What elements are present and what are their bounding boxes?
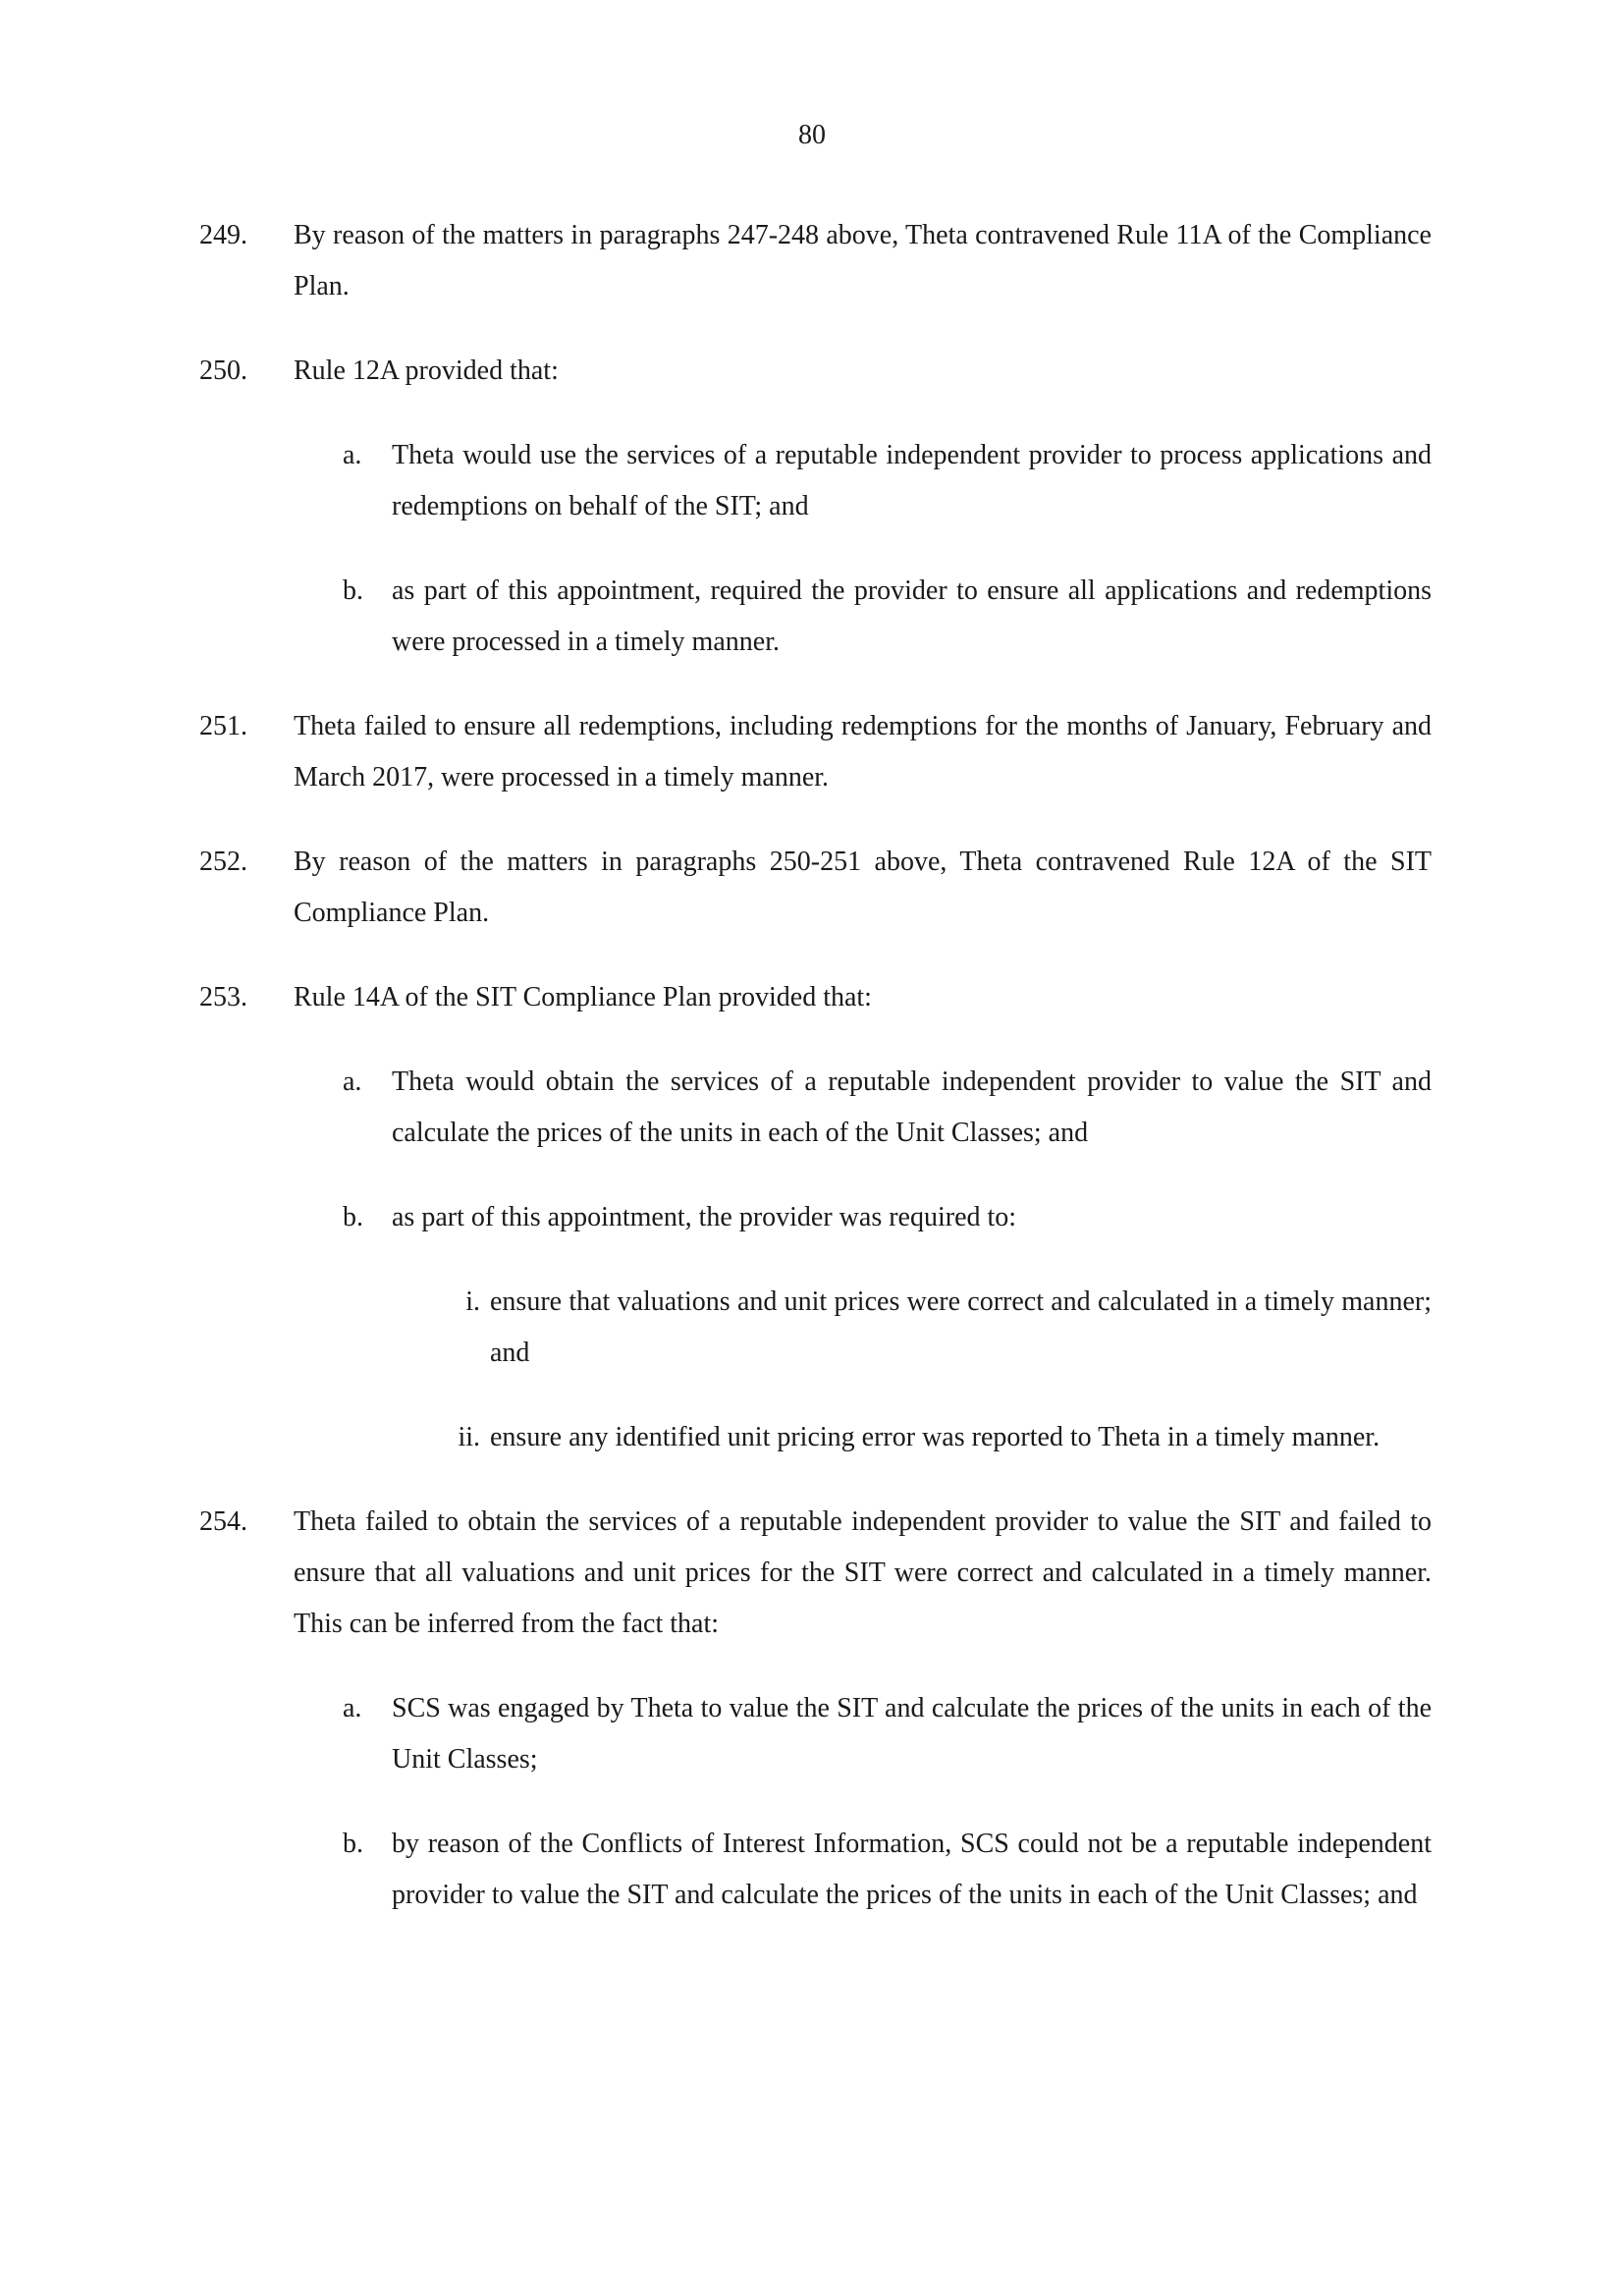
paragraph-252 (199, 837, 1432, 939)
subparagraph-254b (294, 1819, 1432, 1921)
paragraph-253 (199, 972, 1432, 1023)
subparagraph-label: i. (465, 1286, 480, 1317)
subparagraph-text: as part of this appointment, the provider was required to: (392, 1202, 1017, 1232)
subparagraph-label: a. (343, 1066, 362, 1097)
paragraph-number: 252. (199, 847, 247, 877)
paragraph-number: 254. (199, 1506, 247, 1537)
paragraph-text: By reason of the matters in paragraphs 250-251 above, Theta contravened Rule 12A of the SIT Compliance Plan. (294, 847, 1432, 928)
subparagraph-text: SCS was engaged by Theta to value the SIT and calculate the prices of the units in each of the Unit Classes; (392, 1693, 1432, 1775)
subparagraph-253b-i (294, 1277, 1432, 1379)
paragraph-text: Theta failed to obtain the services of a reputable independent provider to value the SIT and failed to ensure that all valuations and unit prices for the SIT were correct and calculated in a timely manner. This can be inferred from the fact that: (294, 1506, 1432, 1639)
document-body (199, 210, 1432, 1954)
subparagraph-253b (294, 1192, 1432, 1243)
subparagraph-label: b. (343, 1202, 363, 1232)
paragraph-text: Rule 14A of the SIT Compliance Plan provided that: (294, 982, 872, 1012)
subparagraph-text: as part of this appointment, required the provider to ensure all applications and redemptions were processed in a timely manner. (392, 575, 1432, 657)
subparagraph-label: a. (343, 1693, 362, 1723)
subparagraph-text: ensure any identified unit pricing error was reported to Theta in a timely manner. (490, 1422, 1380, 1452)
paragraph-text: Rule 12A provided that: (294, 355, 559, 386)
paragraph-number: 251. (199, 711, 247, 741)
paragraph-249 (199, 210, 1432, 312)
subparagraph-text: by reason of the Conflicts of Interest Information, SCS could not be a reputable independent provider to value the SIT and calculate the prices of the units in each of the Unit Classes; and (392, 1829, 1432, 1910)
subparagraph-label: a. (343, 440, 362, 470)
subparagraph-250b (294, 566, 1432, 668)
paragraph-number: 253. (199, 982, 247, 1012)
subparagraph-label: b. (343, 575, 363, 606)
subparagraph-253a (294, 1057, 1432, 1159)
paragraph-text: By reason of the matters in paragraphs 247-248 above, Theta contravened Rule 11A of the Compliance Plan. (294, 220, 1432, 301)
paragraph-text: Theta failed to ensure all redemptions, including redemptions for the months of January, February and March 2017, were processed in a timely manner. (294, 711, 1432, 793)
paragraph-250 (199, 346, 1432, 397)
paragraph-254 (199, 1497, 1432, 1650)
subparagraph-253b-ii (294, 1412, 1432, 1463)
paragraph-251 (199, 701, 1432, 803)
paragraph-number: 250. (199, 355, 247, 386)
subparagraph-label: b. (343, 1829, 363, 1859)
subparagraph-text: ensure that valuations and unit prices were correct and calculated in a timely manner; and (490, 1286, 1432, 1368)
page-number: 80 (798, 120, 826, 150)
subparagraph-label: ii. (458, 1422, 480, 1452)
paragraph-number: 249. (199, 220, 247, 250)
subparagraph-text: Theta would obtain the services of a reputable independent provider to value the SIT and calculate the prices of the units in each of the Unit Classes; and (392, 1066, 1432, 1148)
subparagraph-254a (294, 1683, 1432, 1785)
subparagraph-text: Theta would use the services of a reputable independent provider to process applications and redemptions on behalf of the SIT; and (392, 440, 1432, 521)
subparagraph-250a (294, 430, 1432, 532)
